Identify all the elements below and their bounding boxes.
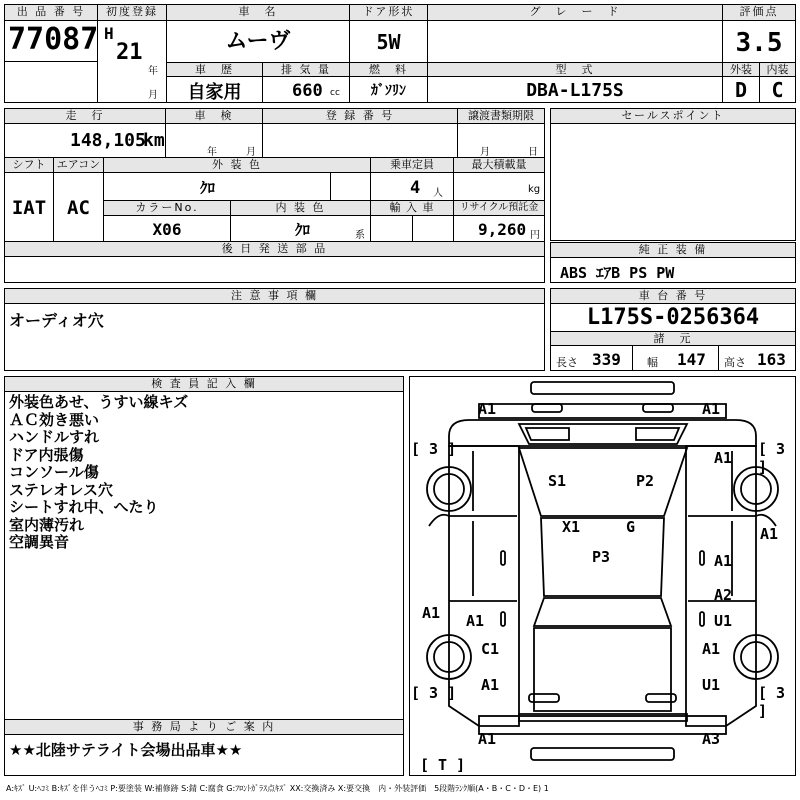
caution-text: オーディオ穴 bbox=[9, 311, 104, 330]
displacement-unit: cc bbox=[330, 88, 340, 98]
note-line: ハンドルすれ bbox=[9, 428, 100, 446]
damage-code: [ 3 ] bbox=[758, 684, 786, 720]
sales-point-box bbox=[550, 108, 796, 241]
mileage: 148,105 bbox=[70, 130, 146, 151]
damage-code: U1 bbox=[702, 676, 721, 694]
load-unit: kg bbox=[528, 184, 541, 195]
interior-color-unit: 系 bbox=[355, 230, 365, 241]
max-load-label: 最大積載量 bbox=[454, 158, 544, 173]
month-unit: 月 bbox=[148, 90, 158, 101]
note-line: ドア内張傷 bbox=[9, 445, 84, 464]
damage-code: P3 bbox=[592, 548, 611, 566]
damage-code: A1 bbox=[478, 730, 497, 748]
length: 339 bbox=[592, 350, 621, 369]
note-line: シートすれ中、へたり bbox=[9, 498, 159, 516]
history: 自家用 bbox=[187, 82, 242, 103]
displacement-label: 排 気 量 bbox=[263, 63, 349, 77]
note-line: コンソール傷 bbox=[9, 463, 99, 481]
ac-label: エアコン bbox=[54, 158, 103, 173]
equipment: ABS ｴｱB PS PW bbox=[560, 264, 675, 282]
car-diagram bbox=[409, 376, 796, 776]
door-type-label: ドア形状 bbox=[350, 5, 427, 21]
recycle-unit: 円 bbox=[530, 230, 540, 241]
car-name-label: 車 名 bbox=[167, 5, 349, 21]
note-line: ステレオレス穴 bbox=[9, 480, 113, 499]
exterior-grade: D bbox=[734, 78, 748, 102]
damage-code: [ 3 ] bbox=[411, 684, 457, 702]
registration-year: 21 bbox=[116, 40, 143, 65]
damage-code: A3 bbox=[702, 730, 721, 748]
lot-number: 77087 bbox=[8, 22, 99, 57]
fuel-label: 燃 料 bbox=[350, 63, 427, 77]
length-label: 長さ bbox=[556, 356, 578, 369]
note-line: 室内薄汚れ bbox=[9, 515, 85, 534]
transfer-day-unit: 日 bbox=[528, 147, 538, 158]
lot-number-label: 出 品 番 号 bbox=[5, 5, 97, 21]
width-label: 幅 bbox=[647, 356, 658, 369]
divider bbox=[330, 173, 331, 200]
exterior-color: ｸﾛ bbox=[200, 179, 216, 197]
legend: A:ｷｽﾞ U:ﾍｺﾐ B:ｷｽﾞを伴うﾍｺﾐ P:要塗装 W:補修跡 S:錆 C:腐食 G:ﾌﾛﾝﾄｶﾞﾗｽ点ｷｽﾞ XX:交換済み X:要交換 内・外装評価 5段階ﾗﾝｸ順(A・B・C・D・E) 1 bbox=[6, 784, 549, 793]
era: H bbox=[104, 24, 114, 43]
mileage-unit: km bbox=[143, 130, 165, 151]
shift-label: シフト bbox=[5, 158, 53, 173]
interior-color: ｸﾛ bbox=[295, 221, 311, 239]
fuel: ｶﾞｿﾘﾝ bbox=[371, 83, 406, 99]
damage-code: [ 3 ] bbox=[758, 440, 786, 476]
inspector-notes-label: 検 査 員 記 入 欄 bbox=[5, 377, 403, 392]
registration-number-label: 登 録 番 号 bbox=[263, 109, 457, 124]
year-unit: 年 bbox=[148, 66, 158, 77]
model: DBA-L175S bbox=[526, 80, 624, 101]
height: 163 bbox=[757, 350, 786, 369]
damage-code: [ T ] bbox=[420, 756, 466, 774]
color-number: X06 bbox=[152, 220, 182, 239]
later-parts-label: 後 日 発 送 部 品 bbox=[5, 242, 544, 257]
door-type: 5W bbox=[376, 30, 401, 54]
office-notice-label: 事 務 局 よ り ご 案 内 bbox=[5, 720, 403, 735]
recycle-deposit: 9,260 bbox=[478, 220, 527, 239]
note-line: 空調異音 bbox=[9, 533, 70, 551]
exterior-grade-label: 外装 bbox=[723, 63, 759, 77]
transfer-deadline-label: 譲渡書類期限 bbox=[458, 109, 544, 124]
damage-code: A1 bbox=[481, 676, 500, 694]
damage-code: A2 bbox=[714, 586, 733, 604]
damage-code: [ 3 ] bbox=[411, 440, 457, 458]
note-line: ＡＣ効き悪い bbox=[9, 410, 100, 429]
sales-point-label: セールスポイント bbox=[551, 109, 795, 124]
grade-label: グ レ ー ド bbox=[428, 5, 722, 21]
damage-code: X1 bbox=[562, 518, 581, 536]
spec-label: 諸 元 bbox=[551, 332, 795, 346]
damage-code: C1 bbox=[481, 640, 500, 658]
width: 147 bbox=[677, 350, 706, 369]
note-line: 外装色あせ、うすい線キズ bbox=[9, 393, 189, 411]
shift: IAT bbox=[11, 197, 47, 219]
equipment-label: 純 正 装 備 bbox=[551, 243, 795, 258]
height-label: 高さ bbox=[724, 356, 746, 369]
seating-capacity-label: 乗車定員 bbox=[371, 158, 453, 173]
inspector-notes bbox=[9, 394, 188, 552]
history-label: 車 歴 bbox=[167, 63, 262, 77]
inspection-label: 車 検 bbox=[166, 109, 262, 124]
caution-label: 注 意 事 項 欄 bbox=[5, 289, 544, 304]
damage-code: A1 bbox=[702, 400, 721, 418]
divider bbox=[412, 216, 413, 241]
damage-code: G bbox=[626, 518, 636, 536]
damage-code: A1 bbox=[478, 400, 497, 418]
damage-code: A1 bbox=[422, 604, 441, 622]
exterior-color-label: 外 装 色 bbox=[104, 158, 370, 173]
score: 3.5 bbox=[735, 28, 783, 58]
model-label: 型 式 bbox=[428, 63, 722, 77]
chassis-number: L175S-0256364 bbox=[586, 305, 760, 330]
inspection-month-unit: 月 bbox=[246, 147, 256, 158]
mileage-label: 走 行 bbox=[5, 109, 165, 124]
interior-grade-label: 内装 bbox=[759, 63, 795, 77]
capacity-unit: 人 bbox=[433, 188, 443, 199]
divider bbox=[5, 61, 97, 62]
damage-code: S1 bbox=[548, 472, 567, 490]
interior-grade: C bbox=[771, 78, 784, 102]
office-notice: ★★北陸サテライト会場出品車★★ bbox=[9, 741, 243, 759]
seating-capacity: 4 bbox=[410, 178, 421, 198]
import-car-label: 輸 入 車 bbox=[371, 201, 453, 216]
damage-code: A1 bbox=[760, 525, 779, 543]
first-registration-label: 初度登録 bbox=[98, 5, 166, 21]
recycle-deposit-label: リサイクル預託金 bbox=[454, 201, 544, 216]
score-label: 評価点 bbox=[723, 5, 795, 21]
damage-code: U1 bbox=[714, 612, 733, 630]
color-number-label: カラーNo. bbox=[104, 201, 230, 216]
damage-code: A1 bbox=[714, 552, 733, 570]
car-name: ムーヴ bbox=[225, 29, 291, 54]
transfer-month-unit: 月 bbox=[480, 147, 490, 158]
interior-color-label: 内 装 色 bbox=[231, 201, 370, 216]
air-conditioner: AC bbox=[67, 197, 90, 219]
chassis-label: 車 台 番 号 bbox=[551, 289, 795, 304]
displacement: 660 bbox=[292, 81, 323, 101]
inspection-year-unit: 年 bbox=[207, 147, 217, 158]
damage-code: A1 bbox=[466, 612, 485, 630]
divider bbox=[718, 346, 719, 370]
damage-code: A1 bbox=[702, 640, 721, 658]
damage-code: A1 bbox=[714, 449, 733, 467]
damage-code: P2 bbox=[636, 472, 655, 490]
divider bbox=[632, 346, 633, 370]
